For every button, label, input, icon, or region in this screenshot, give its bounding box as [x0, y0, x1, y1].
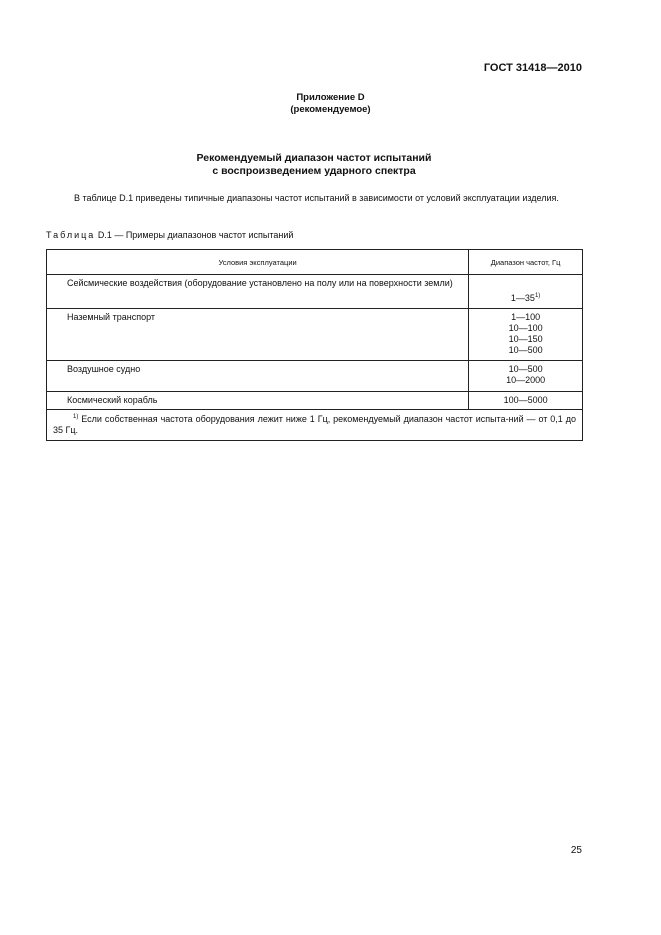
frequency-cell: [469, 275, 583, 309]
table-caption-text: D.1 — Примеры диапазонов частот испытаний: [97, 230, 294, 240]
frequency-value: 10—500: [508, 364, 543, 374]
condition-text: Воздушное судно: [67, 364, 141, 374]
section-title-line-2: с воспроизведением ударного спектра: [212, 165, 416, 177]
condition-cell: [47, 309, 469, 361]
frequency-value: 10—100: [508, 323, 543, 333]
table-caption-prefix: Таблица: [46, 230, 96, 240]
frequency-value: 10—500: [508, 345, 543, 355]
table-header-row: [47, 250, 583, 275]
footnote-ref: 1): [534, 293, 541, 299]
header-conditions: Условия эксплуатации: [47, 250, 469, 275]
document-code: ГОСТ 31418—2010: [483, 62, 582, 74]
condition-cell: [47, 392, 469, 410]
condition-cell: [47, 275, 469, 309]
table-row: [47, 275, 583, 309]
table-row: [47, 309, 583, 361]
header-frequency: Диапазон частот, Гц: [469, 250, 583, 275]
frequency-value: 100—5000: [503, 395, 548, 405]
frequency-cell: [469, 361, 583, 392]
condition-text: Наземный транспорт: [67, 312, 156, 322]
frequency-table: [46, 249, 583, 441]
footnote-cell: [47, 410, 583, 441]
section-title-line-1: Рекомендуемый диапазон частот испытаний: [196, 152, 432, 164]
table-footnote-row: [47, 410, 583, 441]
frequency-value: 1—100: [511, 312, 541, 322]
intro-paragraph: В таблице D.1 приведены типичные диапазоны частот испытаний в зависимости от условий эксплуатации изделия.: [74, 193, 559, 203]
condition-text: Космический корабль: [67, 395, 158, 405]
appendix-heading: [0, 92, 661, 116]
table-row: [47, 361, 583, 392]
condition-text: Сейсмические воздействия (оборудование установлено на полу или на поверхности земли): [67, 278, 453, 288]
frequency-value: 10—2000: [506, 375, 546, 385]
frequency-cell: [469, 309, 583, 361]
table-row: [47, 392, 583, 410]
appendix-subtitle: (рекомендуемое): [290, 104, 371, 115]
section-title: [0, 152, 628, 178]
frequency-cell: [469, 392, 583, 410]
footnote-text: Если собственная частота оборудования лежит ниже 1 Гц, рекомендуемый диапазон частот испыта-ний — от 0,1 до 35 Гц.: [53, 414, 576, 435]
table-caption: [46, 230, 293, 240]
appendix-title: Приложение D: [296, 92, 365, 103]
frequency-value: 1—35: [510, 293, 535, 303]
condition-cell: [47, 361, 469, 392]
page-number: 25: [570, 845, 582, 856]
frequency-value: 10—150: [508, 334, 543, 344]
footnote-mark: 1): [73, 414, 79, 420]
